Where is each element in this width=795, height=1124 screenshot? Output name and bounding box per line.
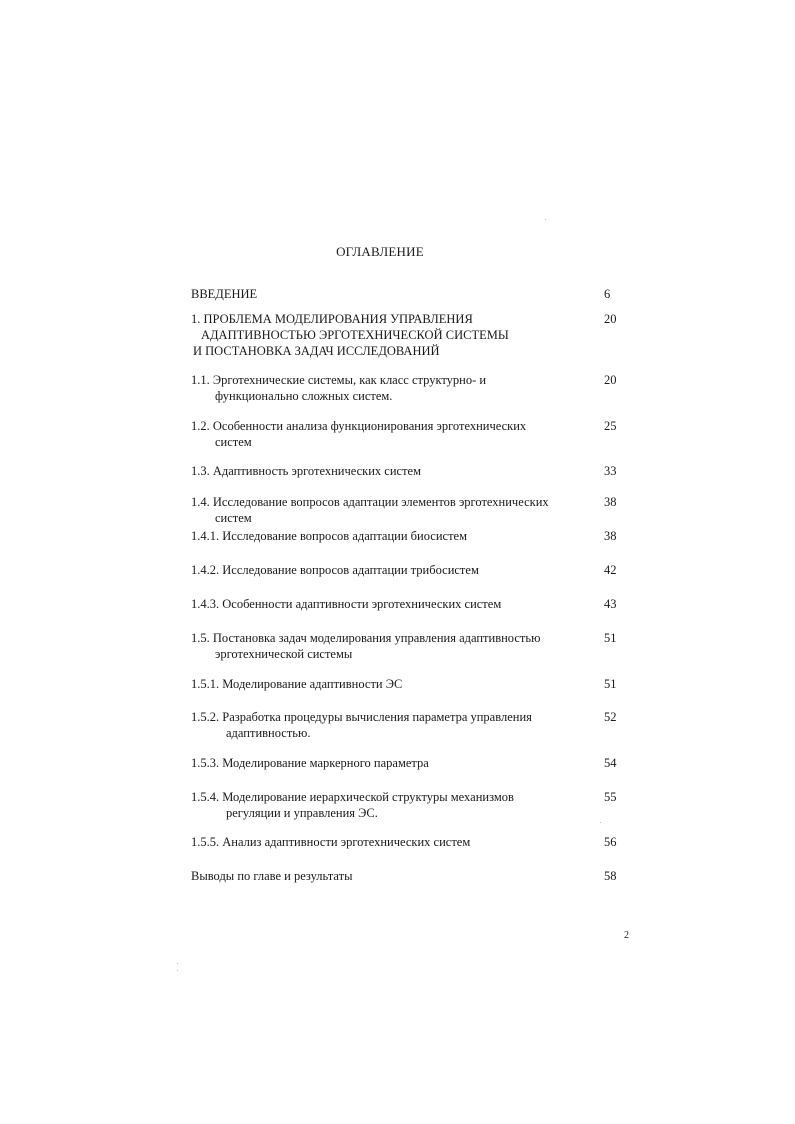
toc-entry-text: функционально сложных систем. — [215, 389, 393, 403]
toc-entry-text: 1.5.2. Разработка процедуры вычисления параметра управления — [191, 710, 532, 724]
toc-entry-page: 54 — [604, 756, 617, 770]
toc-entry-page: 38 — [604, 495, 617, 509]
toc-entry-1-5-5 — [191, 834, 621, 850]
toc-entry-text: 1.5.4. Моделирование иерархической структуры механизмов — [191, 790, 514, 804]
scan-speck — [545, 219, 546, 220]
toc-entry-page: 38 — [604, 529, 617, 543]
toc-entry-1-3 — [191, 463, 621, 479]
toc-entry-text: 1.5.5. Анализ адаптивности эрготехнических систем — [191, 835, 471, 849]
scan-speck — [177, 963, 178, 964]
toc-entry-page: 6 — [604, 287, 611, 301]
toc-entry-text: И ПОСТАНОВКА ЗАДАЧ ИССЛЕДОВАНИЙ — [193, 344, 440, 358]
toc-entry-page: 56 — [604, 835, 617, 849]
toc-entry-text: 1.5.3. Моделирование маркерного параметра — [191, 756, 429, 770]
toc-entry-1-1 — [191, 372, 621, 404]
toc-entry-page: 42 — [604, 563, 617, 577]
toc-entry-introduction — [191, 286, 621, 302]
toc-entry-text: регуляции и управления ЭС. — [226, 806, 378, 820]
toc-entry-text: Выводы по главе и результаты — [191, 869, 353, 883]
toc-entry-1-5 — [191, 630, 621, 662]
toc-entry-text: 1.5. Постановка задач моделирования управления адаптивностью — [191, 631, 541, 645]
toc-entry-text: 1.4.2. Исследование вопросов адаптации трибосистем — [191, 563, 479, 577]
toc-entry-text: эрготехнической системы — [215, 647, 353, 661]
toc-entry-1-5-1 — [191, 676, 621, 692]
toc-entry-text: ВВЕДЕНИЕ — [191, 287, 258, 301]
toc-entry-text: 1.1. Эрготехнические системы, как класс структурно- и — [191, 373, 487, 387]
toc-entry-text: систем — [215, 511, 252, 525]
scan-speck — [177, 970, 178, 971]
toc-entry-page: 33 — [604, 464, 617, 478]
toc-entry-page: 20 — [604, 373, 617, 387]
toc-entry-1-4-2 — [191, 562, 621, 578]
toc-entry-text: адаптивностью. — [226, 726, 311, 740]
toc-entry-conclusions — [191, 868, 621, 884]
toc-entry-1-5-3 — [191, 755, 621, 771]
toc-entry-chapter-1 — [191, 311, 621, 359]
toc-entry-1-2 — [191, 418, 621, 450]
toc-entry-page: 25 — [604, 419, 617, 433]
toc-entry-1-5-4 — [191, 789, 621, 821]
toc-entry-1-4 — [191, 494, 621, 526]
toc-entry-1-5-2 — [191, 709, 621, 741]
toc-entry-page: 51 — [604, 677, 617, 691]
toc-entry-page: 55 — [604, 790, 617, 804]
toc-entry-page: 58 — [604, 869, 617, 883]
toc-title: ОГЛАВЛЕНИЕ — [336, 244, 424, 259]
toc-entry-text: 1.4.1. Исследование вопросов адаптации биосистем — [191, 529, 467, 543]
toc-entry-page: 52 — [604, 710, 617, 724]
toc-entry-text: систем — [215, 435, 252, 449]
toc-entry-text: 1.4. Исследование вопросов адаптации элементов эрготехнических — [191, 495, 549, 509]
scan-speck — [600, 822, 601, 823]
page-number: 2 — [624, 930, 629, 941]
toc-entry-page: 51 — [604, 631, 617, 645]
toc-entry-text: 1. ПРОБЛЕМА МОДЕЛИРОВАНИЯ УПРАВЛЕНИЯ — [191, 312, 473, 326]
toc-entry-1-4-3 — [191, 596, 621, 612]
toc-entry-page: 20 — [604, 312, 617, 326]
toc-entry-page: 43 — [604, 597, 617, 611]
toc-entry-1-4-1 — [191, 528, 621, 544]
toc-entry-text: 1.2. Особенности анализа функционирования эрготехнических — [191, 419, 527, 433]
toc-entry-text: АДАПТИВНОСТЬЮ ЭРГОТЕХНИЧЕСКОЙ СИСТЕМЫ — [201, 328, 509, 342]
toc-entry-text: 1.4.3. Особенности адаптивности эрготехнических систем — [191, 597, 502, 611]
toc-entry-text: 1.5.1. Моделирование адаптивности ЭС — [191, 677, 403, 691]
toc-entry-text: 1.3. Адаптивность эрготехнических систем — [191, 464, 422, 478]
